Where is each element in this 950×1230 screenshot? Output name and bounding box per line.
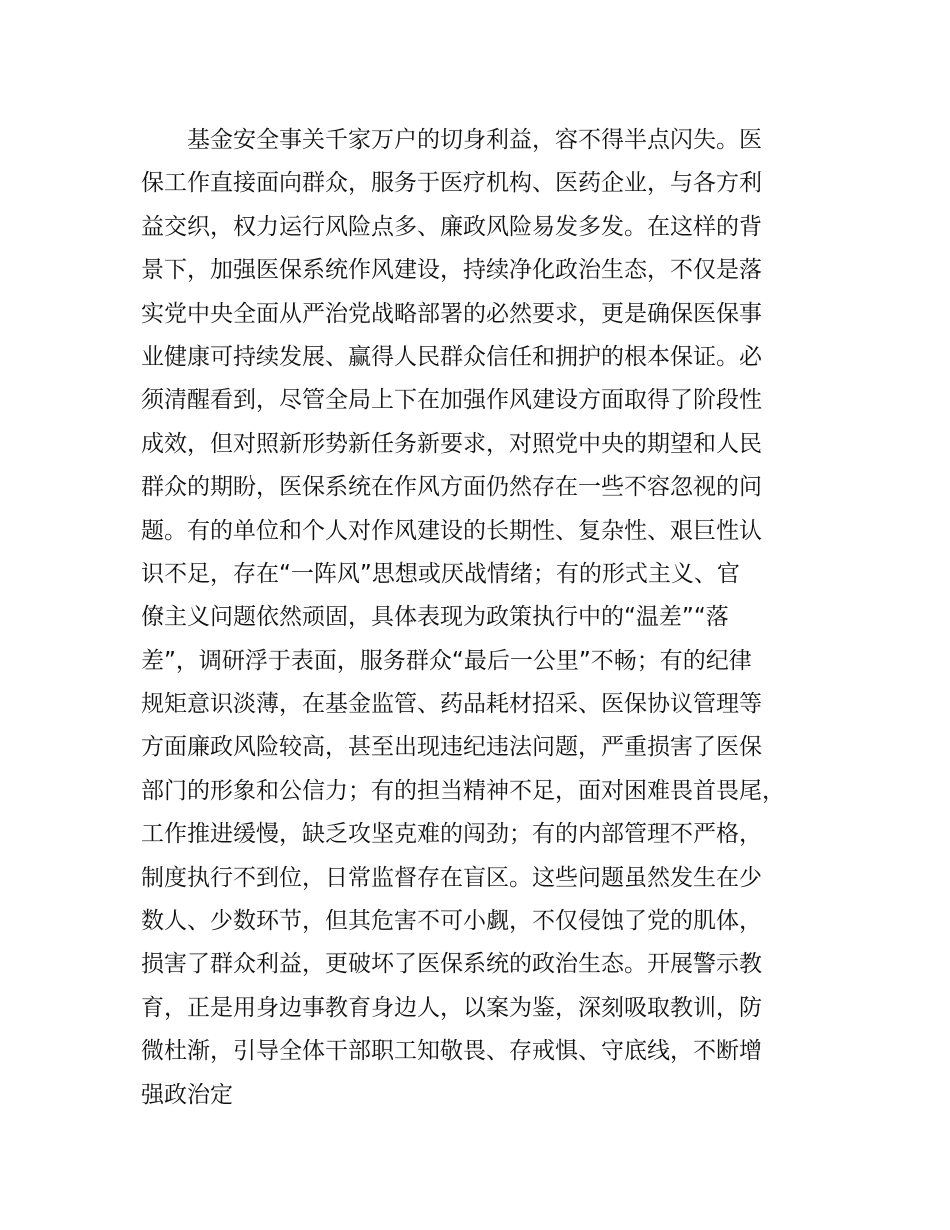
paragraph-line-21: 育，正是用身边事教育身边人，以案为鉴，深刻吸取教训，防 <box>141 994 762 1021</box>
paragraph-line-11: 识不足，存在“一阵风”思想或厌战情绪；有的形式主义、官 <box>141 560 740 587</box>
paragraph-line-3: 益交织，权力运行风险点多、廉政风险易发多发。在这样的背 <box>141 213 762 240</box>
paragraph-line-17: 工作推进缓慢，缺乏攻坚克难的闯劲；有的内部管理不严格， <box>141 821 762 848</box>
paragraph-line-10: 题。有的单位和个人对作风建设的长期性、复杂性、艰巨性认 <box>141 517 762 544</box>
body-paragraph <box>141 119 833 1117</box>
paragraph-line-4: 景下，加强医保系统作风建设，持续净化政治生态，不仅是落 <box>141 257 762 284</box>
paragraph-line-5: 实党中央全面从严治党战略部署的必然要求，更是确保医保事 <box>141 300 762 327</box>
paragraph-line-6: 业健康可持续发展、赢得人民群众信任和拥护的根本保证。必 <box>141 343 762 370</box>
paragraph-line-9: 群众的期盼，医保系统在作风方面仍然存在一些不容忽视的问 <box>141 474 762 501</box>
paragraph-line-18: 制度执行不到位，日常监督存在盲区。这些问题虽然发生在少 <box>141 864 762 891</box>
paragraph-line-7: 须清醒看到，尽管全局上下在加强作风建设方面取得了阶段性 <box>141 387 762 414</box>
paragraph-line-2: 保工作直接面向群众，服务于医疗机构、医药企业，与各方利 <box>141 170 762 197</box>
paragraph-line-19: 数人、少数环节，但其危害不可小觑，不仅侵蚀了党的肌体， <box>141 908 762 935</box>
paragraph-line-15: 方面廉政风险较高，甚至出现违纪违法问题，严重损害了医保 <box>141 734 762 761</box>
paragraph-line-20: 损害了群众利益，更破坏了医保系统的政治生态。开展警示教 <box>141 951 762 978</box>
paragraph-line-23: 强政治定 <box>141 1081 233 1108</box>
paragraph-line-16: 部门的形象和公信力；有的担当精神不足，面对困难畏首畏尾， <box>141 777 785 804</box>
paragraph-line-8: 成效，但对照新形势新任务新要求，对照党中央的期望和人民 <box>141 430 762 457</box>
paragraph-line-1: 基金安全事关千家万户的切身利益，容不得半点闪失。医 <box>187 127 762 153</box>
paragraph-line-14: 规矩意识淡薄，在基金监管、药品耗材招采、医保协议管理等 <box>141 691 762 718</box>
paragraph-line-12: 僚主义问题依然顽固，具体表现为政策执行中的“温差”“落 <box>141 604 729 631</box>
paragraph-line-22: 微杜渐，引导全体干部职工知敬畏、存戒惧、守底线，不断增 <box>141 1038 762 1065</box>
paragraph-line-13: 差”，调研浮于表面，服务群众“最后一公里”不畅；有的纪律 <box>141 647 752 674</box>
